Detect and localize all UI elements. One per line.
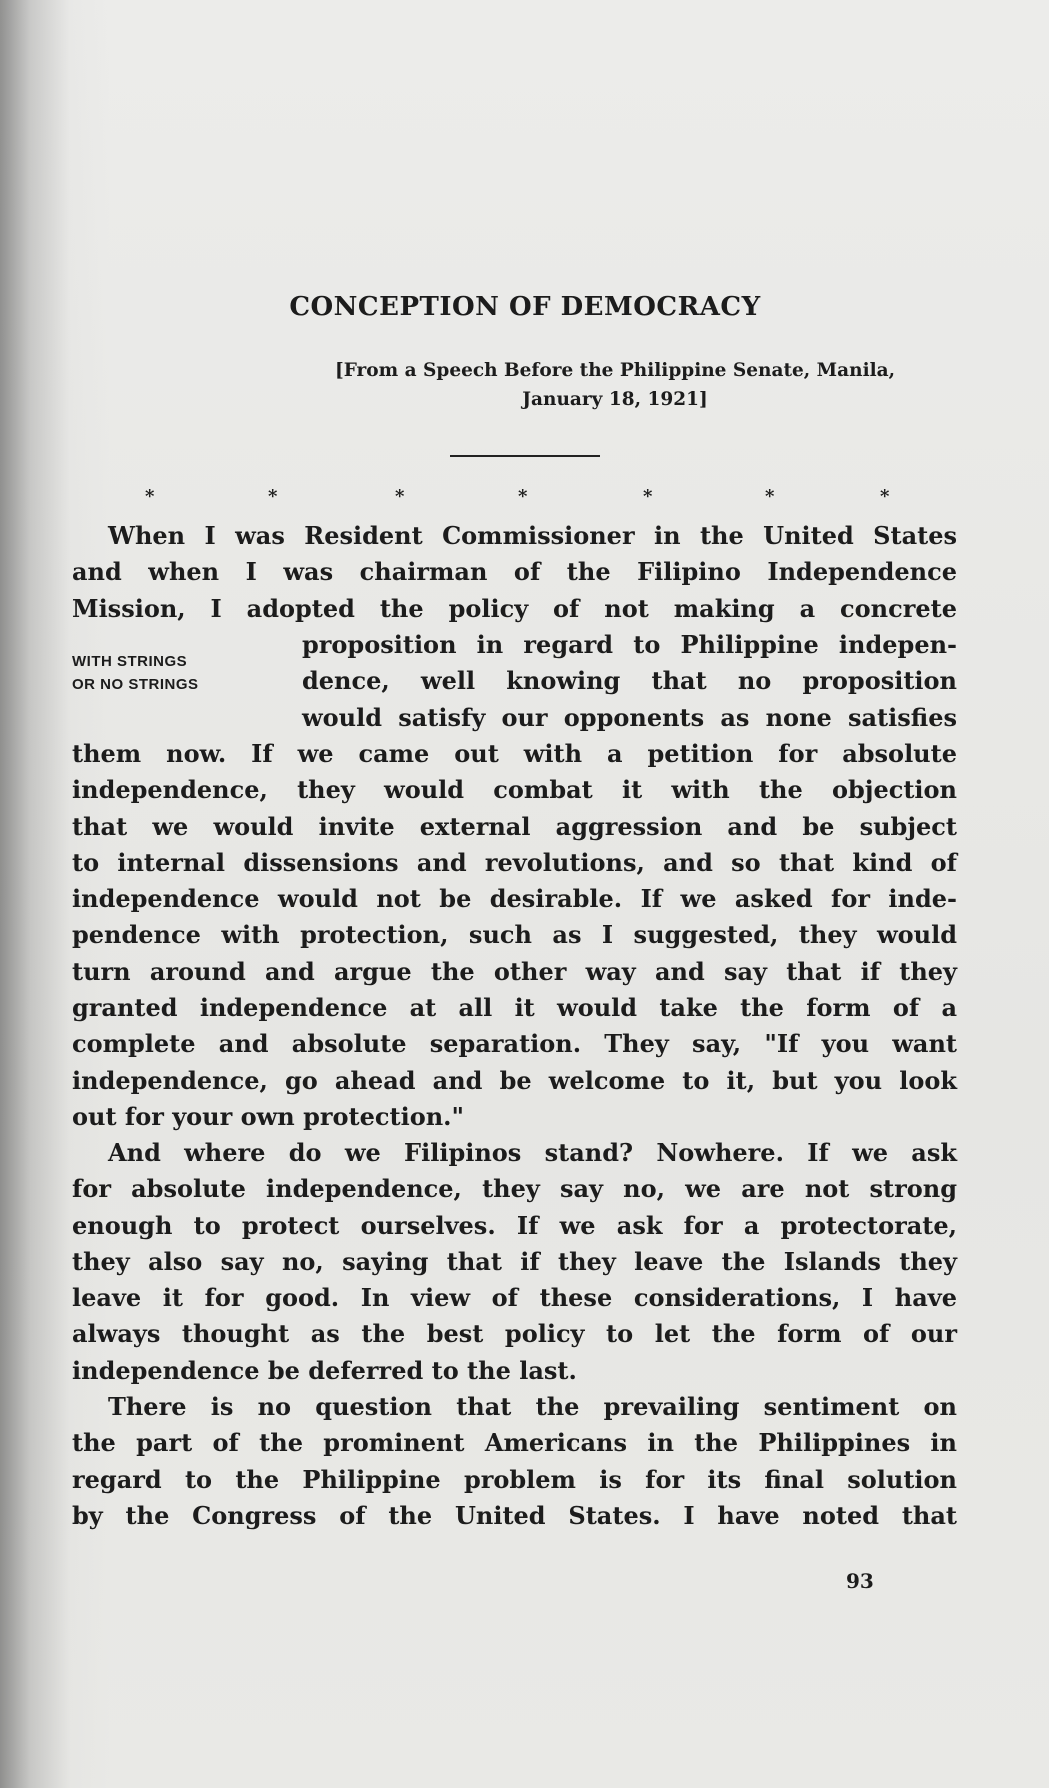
sidenote-line-2: OR NO STRINGS bbox=[72, 676, 199, 693]
text-line: to internal dissensions and revolutions, and so that kind of bbox=[72, 847, 957, 877]
text-line: independence, they would combat it with the objection bbox=[72, 775, 957, 805]
text-line: dence, well knowing that no proposition bbox=[302, 666, 957, 696]
asterisk: * bbox=[880, 486, 890, 507]
text-line: always thought as the best policy to let the form of our bbox=[72, 1319, 957, 1349]
text-line: And where do we Filipinos stand? Nowhere. If we ask bbox=[108, 1138, 957, 1167]
page-number: 93 bbox=[846, 1569, 874, 1593]
page-title: CONCEPTION OF DEMOCRACY bbox=[289, 292, 761, 322]
asterisk: * bbox=[765, 486, 775, 507]
asterisk: * bbox=[643, 486, 653, 507]
text-line: by the Congress of the United States. I have noted that bbox=[72, 1500, 957, 1530]
paragraph-2 bbox=[72, 1135, 957, 1389]
text-line: proposition in regard to Philippine indepen- bbox=[302, 630, 957, 659]
text-line: There is no question that the prevailing sentiment on bbox=[108, 1392, 957, 1421]
paragraph-3 bbox=[72, 1389, 957, 1534]
text-line: for absolute independence, they say no, we are not strong bbox=[72, 1174, 957, 1204]
subtitle-line-2: January 18, 1921] bbox=[522, 389, 708, 410]
asterisk: * bbox=[518, 486, 528, 507]
paragraph-1-side bbox=[302, 627, 957, 736]
text-line: they also say no, saying that if they leave the Islands they bbox=[72, 1246, 957, 1276]
text-line: Mission, I adopted the policy of not making a concrete bbox=[72, 593, 957, 623]
text-line: leave it for good. In view of these considerations, I have bbox=[72, 1283, 957, 1313]
text-line: turn around and argue the other way and say that if they bbox=[72, 956, 957, 986]
text-line: enough to protect ourselves. If we ask for a protectorate, bbox=[72, 1210, 957, 1240]
text-line: When I was Resident Commissioner in the United States bbox=[108, 521, 957, 550]
text-line: regard to the Philippine problem is for its final solution bbox=[72, 1464, 957, 1494]
text-line: them now. If we came out with a petition for absolute bbox=[72, 739, 957, 768]
subtitle bbox=[330, 356, 900, 414]
text-line: complete and absolute separation. They say, "If you want bbox=[72, 1029, 957, 1059]
title-divider bbox=[450, 455, 600, 457]
text-line: would satisfy our opponents as none satisfies bbox=[302, 702, 957, 732]
paragraph-1-top bbox=[72, 518, 957, 627]
asterisk: * bbox=[268, 486, 278, 507]
text-line: independence, go ahead and be welcome to it, but you look bbox=[72, 1065, 957, 1095]
text-line: pendence with protection, such as I suggested, they would bbox=[72, 920, 957, 950]
subtitle-line-1: [From a Speech Before the Philippine Senate, Manila, bbox=[334, 360, 896, 381]
sidenote-line-1: WITH STRINGS bbox=[72, 653, 188, 670]
asterisk: * bbox=[145, 486, 155, 507]
asterisk: * bbox=[395, 486, 405, 507]
text-line: out for your own protection." bbox=[72, 1101, 465, 1131]
text-line: independence would not be desirable. If we asked for inde- bbox=[72, 884, 957, 914]
text-line: granted independence at all it would take the form of a bbox=[72, 993, 957, 1023]
text-line: the part of the prominent Americans in the Philippines in bbox=[72, 1428, 957, 1458]
text-line: that we would invite external aggression and be subject bbox=[72, 811, 957, 841]
text-line: independence be deferred to the last. bbox=[72, 1355, 577, 1385]
text-line: and when I was chairman of the Filipino Independence bbox=[72, 557, 957, 587]
paragraph-1-rest bbox=[72, 736, 957, 1135]
margin-sidenote bbox=[72, 650, 297, 696]
